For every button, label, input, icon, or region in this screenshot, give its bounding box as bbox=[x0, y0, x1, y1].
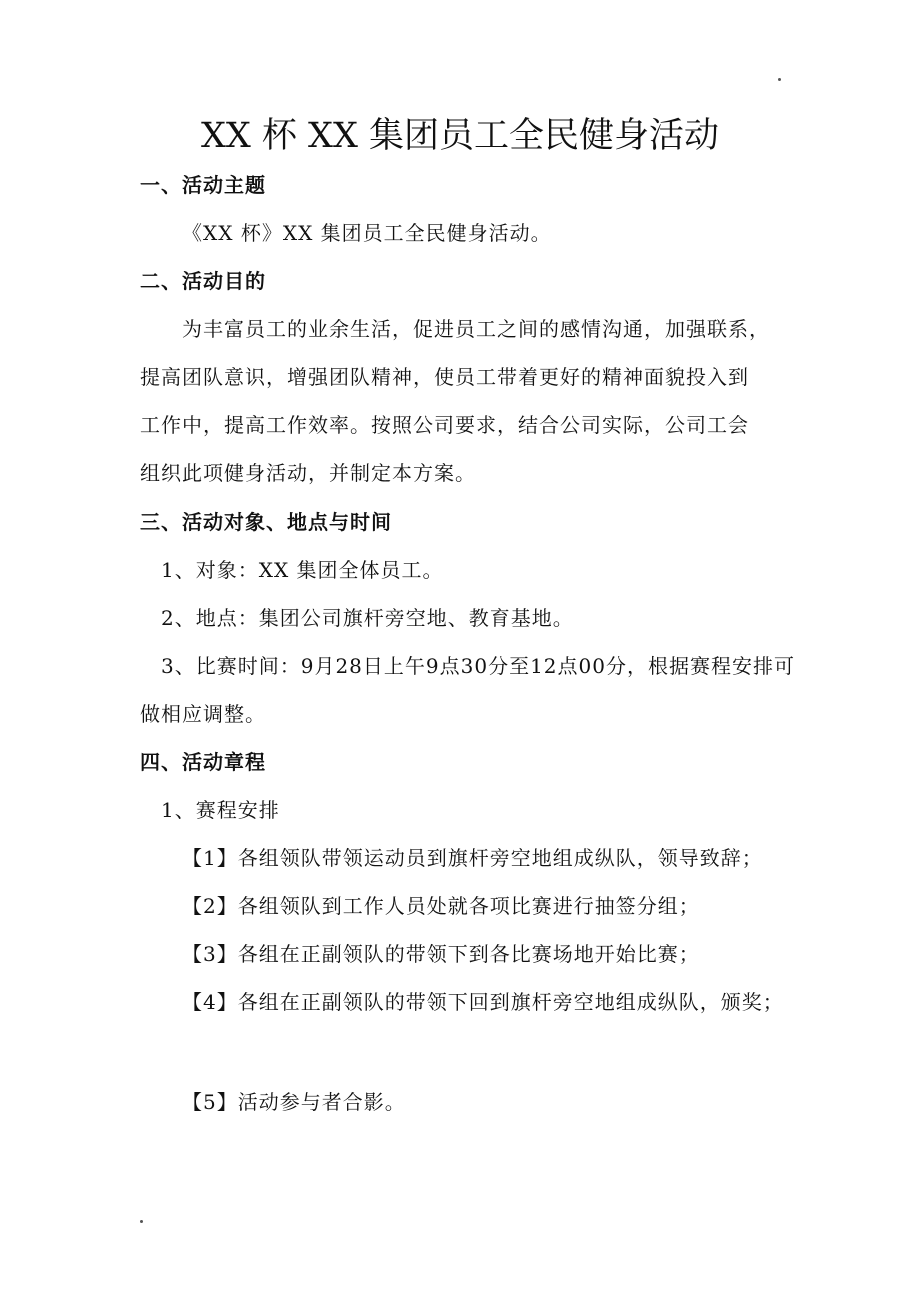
schedule-step: 【4】各组在正副领队的带领下回到旗杆旁空地组成纵队，颁奖； bbox=[182, 990, 784, 1014]
section-heading-theme: 一、活动主题 bbox=[140, 173, 266, 197]
corner-mark bbox=[778, 78, 781, 81]
document-title: XX 杯 XX 集团员工全民健身活动 bbox=[200, 116, 720, 156]
purpose-line: 工作中，提高工作效率。按照公司要求，结合公司实际，公司工会 bbox=[140, 413, 749, 437]
purpose-line: 提高团队意识，增强团队精神，使员工带着更好的精神面貌投入到 bbox=[140, 365, 749, 389]
section-heading-rules: 四、活动章程 bbox=[140, 750, 266, 774]
section-heading-participants: 三、活动对象、地点与时间 bbox=[140, 510, 392, 534]
schedule-step: 【5】活动参与者合影。 bbox=[182, 1090, 406, 1114]
schedule-step: 【3】各组在正副领队的带领下到各比赛场地开始比赛； bbox=[182, 942, 700, 966]
participants-item: 1、对象：XX 集团全体员工。 bbox=[161, 558, 444, 582]
schedule-step: 【2】各组领队到工作人员处就各项比赛进行抽签分组； bbox=[182, 894, 700, 918]
rules-subheading: 1、赛程安排 bbox=[161, 798, 280, 822]
participants-item: 3、比赛时间：9月28日上午9点30分至12点00分，根据赛程安排可 bbox=[161, 654, 795, 678]
schedule-step: 【1】各组领队带领运动员到旗杆旁空地组成纵队，领导致辞； bbox=[182, 846, 763, 870]
purpose-line: 为丰富员工的业余生活，促进员工之间的感情沟通，加强联系， bbox=[182, 317, 770, 341]
participants-item: 2、地点：集团公司旗杆旁空地、教育基地。 bbox=[161, 606, 574, 630]
purpose-line: 组织此项健身活动，并制定本方案。 bbox=[140, 461, 476, 485]
participants-item-continued: 做相应调整。 bbox=[140, 702, 266, 726]
section-heading-purpose: 二、活动目的 bbox=[140, 269, 266, 293]
theme-text: 《XX 杯》XX 集团员工全民健身活动。 bbox=[182, 221, 552, 245]
corner-mark bbox=[140, 1220, 143, 1223]
